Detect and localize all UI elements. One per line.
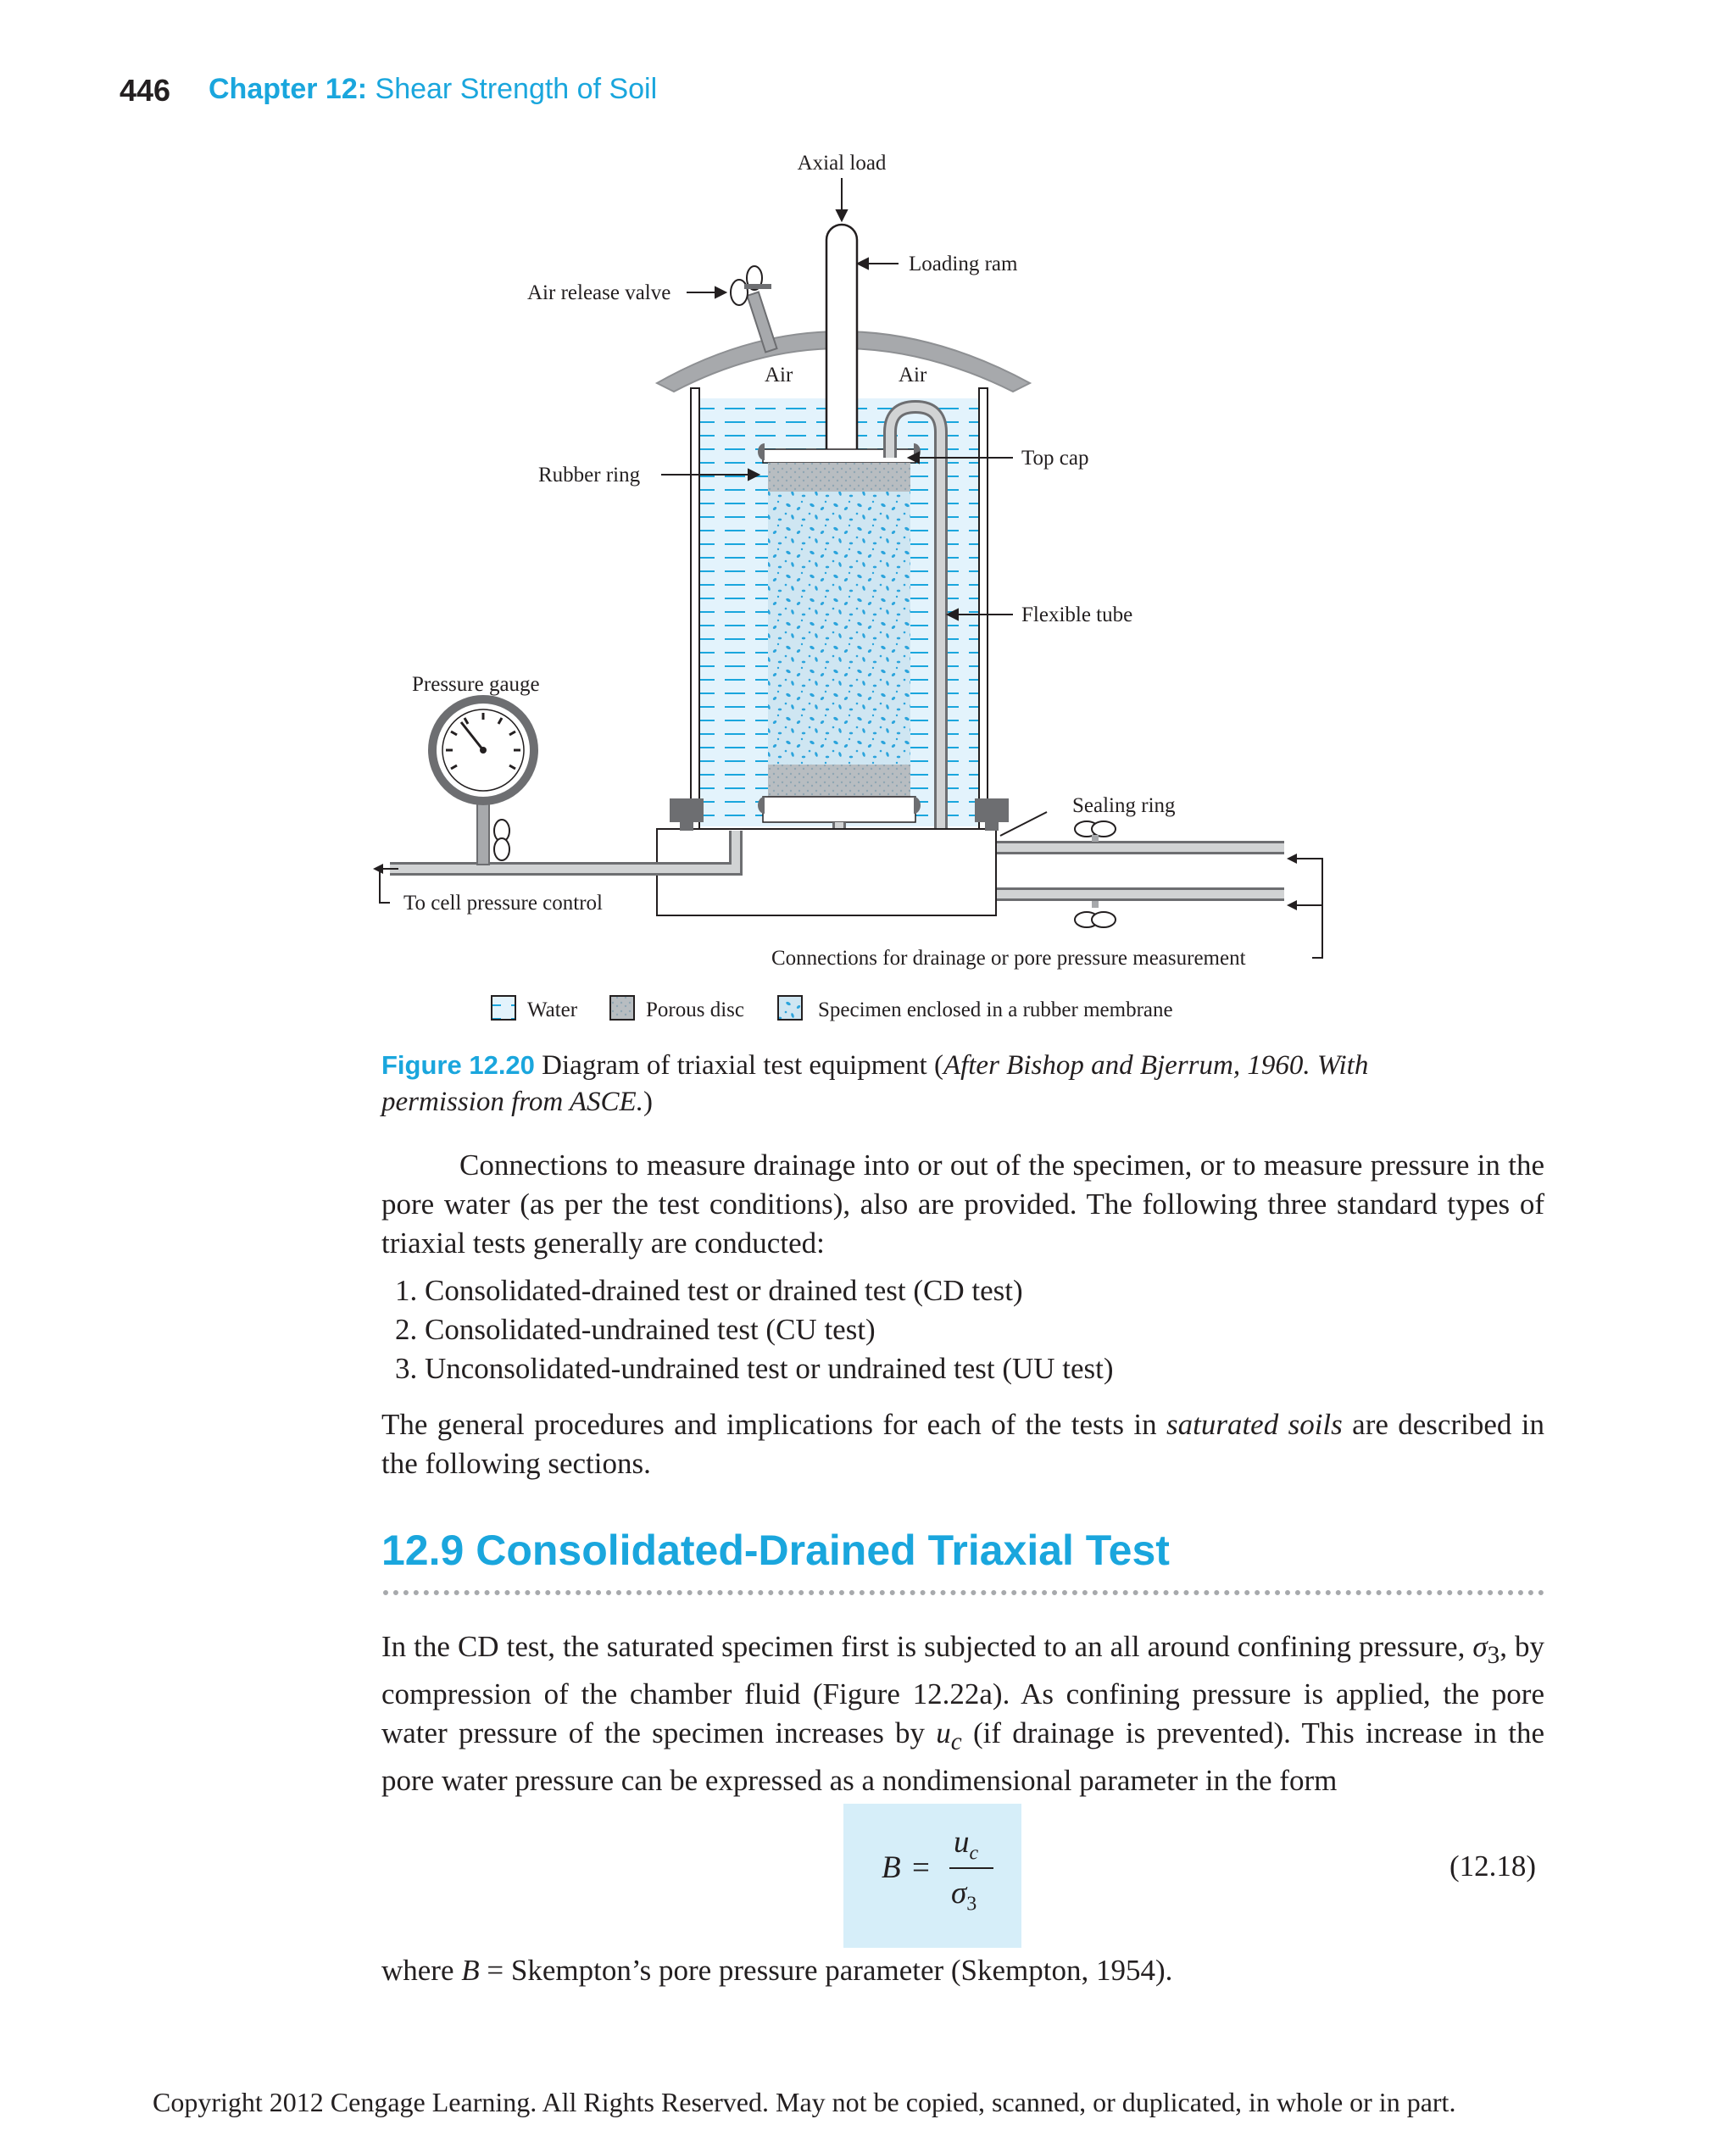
label-connections: Connections for drainage or pore pressure measurement	[771, 947, 1246, 970]
label-air-right: Air	[899, 364, 927, 387]
label-air-release-valve: Air release valve	[527, 281, 671, 304]
legend-label-porous: Porous disc	[646, 998, 744, 1021]
paragraph-1: Connections to measure drainage into or out of the specimen, or to measure pressure in the pore water (as per the test conditions), also are provided. The following three standard types of triaxial tests generally are conducted:	[381, 1149, 1544, 1260]
equation-lhs: B	[882, 1850, 901, 1885]
pedestal	[763, 797, 915, 822]
paragraph-3-part-b: , by compression of the chamber fluid (Figure 12.22a). As confining pressure is applied, the pore water pressure of the specimen increases by	[381, 1630, 1544, 1749]
outlet-valve-top	[1075, 821, 1116, 842]
caption-close: )	[643, 1087, 653, 1117]
label-sealing-ring: Sealing ring	[1072, 794, 1176, 817]
paragraph-2-part-a: The general procedures and implications for each of the tests in	[381, 1408, 1166, 1441]
legend-label-specimen: Specimen enclosed in a rubber membrane	[818, 998, 1173, 1021]
label-top-cap: Top cap	[1021, 447, 1089, 470]
paragraph-2-emphasis: saturated soils	[1166, 1408, 1343, 1441]
legend-swatch-porous	[610, 996, 634, 1020]
triaxial-diagram	[356, 144, 1356, 1034]
chapter-title: Shear Strength of Soil	[375, 73, 658, 105]
label-rubber-ring: Rubber ring	[538, 464, 641, 487]
fraction-bar	[949, 1867, 993, 1869]
equation-number: (12.18)	[1449, 1849, 1537, 1883]
list-item: 1. Consolidated-drained test or drained test (CD test)	[395, 1274, 1023, 1307]
list-item: 3. Unconsolidated-undrained test or undrained test (UU test)	[395, 1352, 1114, 1385]
label-cell-pressure-control: To cell pressure control	[403, 892, 603, 915]
chapter-label: Chapter 12:	[209, 73, 368, 105]
caption-text: Diagram of triaxial test equipment (	[542, 1050, 943, 1081]
paragraph-3	[381, 1627, 1544, 1800]
list-item: 2. Consolidated-undrained test (CU test)	[395, 1313, 876, 1346]
figure-label: Figure 12.20	[381, 1050, 535, 1080]
equation-numerator: $u_c$	[954, 1825, 979, 1865]
page-number: 446	[120, 73, 171, 108]
figure-caption	[381, 1047, 1433, 1121]
label-air-left: Air	[765, 364, 793, 387]
label-axial-load: Axial load	[797, 152, 887, 175]
cell-wall-left	[691, 388, 699, 829]
specimen	[768, 492, 910, 765]
label-pressure-gauge: Pressure gauge	[412, 673, 540, 696]
u-symbol: u	[936, 1716, 951, 1749]
equation-equals: =	[912, 1850, 930, 1885]
porous-disc-top	[768, 463, 910, 492]
legend-swatch-water	[492, 996, 515, 1020]
chapter-header	[209, 73, 657, 106]
paragraph-2	[381, 1405, 1544, 1483]
air-release-valve	[731, 266, 776, 352]
sigma-symbol: σ	[1472, 1630, 1488, 1663]
paragraph-3-part-c: (if drainage is prevented). This increase in the pore water pressure can be expressed as a nondimensional parameter in the form	[381, 1716, 1544, 1797]
porous-disc-bottom	[768, 765, 910, 797]
cell-wall-right	[979, 388, 988, 829]
section-divider	[383, 1590, 1544, 1595]
label-loading-ram: Loading ram	[909, 253, 1018, 275]
outlet-valve-bottom	[1075, 901, 1116, 927]
equation-denominator: $\sigma_3$	[951, 1876, 977, 1916]
paragraph-3-part-a: In the CD test, the saturated specimen first is subjected to an all around confining pressure,	[381, 1630, 1473, 1663]
legend-swatch-specimen	[778, 996, 802, 1020]
copyright-notice: Copyright 2012 Cengage Learning. All Rights Reserved. May not be copied, scanned, or duplicated, in whole or in part.	[153, 2087, 1456, 2117]
connections-bracket	[1293, 859, 1322, 958]
caption-source: After Bishop and Bjerrum, 1960. With permission from ASCE.	[381, 1050, 1369, 1117]
section-heading: 12.9 Consolidated-Drained Triaxial Test	[381, 1527, 1170, 1574]
legend	[492, 996, 1173, 1021]
label-flexible-tube: Flexible tube	[1021, 603, 1133, 626]
pressure-gauge	[432, 699, 534, 865]
where-clause: where B = Skempton’s pore pressure parameter (Skempton, 1954).	[381, 1954, 1173, 1987]
equation-highlight	[843, 1804, 1021, 1948]
sigma-subscript: 3	[1487, 1642, 1500, 1669]
test-types-list	[395, 1271, 1114, 1388]
legend-label-water: Water	[527, 998, 578, 1021]
paragraph-2-part-b: are described in the following sections.	[381, 1408, 1544, 1480]
u-subscript: c	[950, 1728, 962, 1755]
